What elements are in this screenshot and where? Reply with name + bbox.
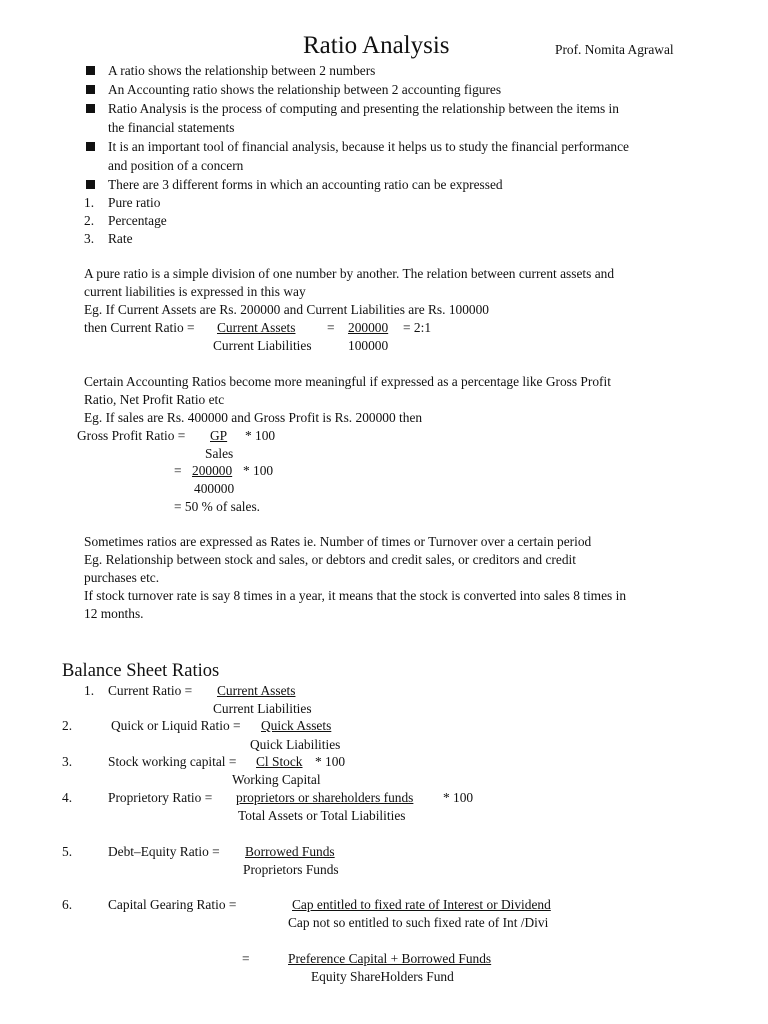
ratio-label: Debt–Equity Ratio = [108,844,220,859]
bullet-text: Ratio Analysis is the process of computing and presenting the relationship between the items in [108,101,619,116]
bullet-text: There are 3 different forms in which an accounting ratio can be expressed [108,177,503,192]
list-item: Percentage [108,213,167,228]
ratio-number: 4. [62,790,73,805]
ratio-multiplier: * 100 [315,754,346,769]
author-name: Prof. Nomita Agrawal [555,42,674,57]
bullet-square-icon [86,142,95,151]
formula-result: = 2:1 [403,320,432,335]
ratio-number: 5. [62,844,73,859]
paragraph-line: Sometimes ratios are expressed as Rates ie. Number of times or Turnover over a certain period [84,534,592,549]
paragraph-line: If stock turnover rate is say 8 times in a year, it means that the stock is converted into sales 8 times in [84,588,627,603]
ratio-number: 6. [62,897,73,912]
paragraph-line: Eg. If sales are Rs. 400000 and Gross Profit is Rs. 200000 then [84,410,423,425]
ratio-number: 2. [62,718,73,733]
ratio-denominator: Total Assets or Total Liabilities [238,808,406,823]
ratio-numerator: proprietors or shareholders funds [236,790,414,805]
paragraph-line: A pure ratio is a simple division of one number by another. The relation between current assets and [84,266,615,281]
paragraph-line: 12 months. [84,606,144,621]
formula-numerator: Current Assets [217,320,296,335]
list-item: Pure ratio [108,195,161,210]
ratio-denominator: Quick Liabilities [250,737,341,752]
list-item: Rate [108,231,133,246]
ratio-numerator: Borrowed Funds [245,844,335,859]
ratio-denominator: Working Capital [232,772,321,787]
ratio-number: 3. [62,754,73,769]
bullet-square-icon [86,180,95,189]
ratio-numerator: Preference Capital + Borrowed Funds [288,951,492,966]
ratio-denominator: Current Liabilities [213,701,312,716]
bullet-text-continued: the financial statements [108,120,235,135]
ratio-denominator: Cap not so entitled to such fixed rate of Int /Divi [288,915,549,930]
formula-denominator-value: 400000 [194,481,235,496]
formula-numerator-value: 200000 [348,320,389,335]
ratio-label: Proprietory Ratio = [108,790,213,805]
formula-denominator-value: 100000 [348,338,389,353]
page-title: Ratio Analysis [303,32,450,59]
bullet-text: An Accounting ratio shows the relationship between 2 accounting figures [108,82,502,97]
formula-denominator: Sales [205,446,234,461]
paragraph-line: current liabilities is expressed in this way [84,284,306,299]
formula-result: = 50 % of sales. [174,499,261,514]
ratio-denominator: Proprietors Funds [243,862,339,877]
list-number: 2. [84,213,95,228]
formula-label: then Current Ratio = [84,320,195,335]
paragraph-line: Eg. If Current Assets are Rs. 200000 and Current Liabilities are Rs. 100000 [84,302,489,317]
ratio-label: Current Ratio = [108,683,193,698]
ratio-number: 1. [84,683,95,698]
paragraph-line: Certain Accounting Ratios become more meaningful if expressed as a percentage like Gross Profit [84,374,611,389]
bullet-square-icon [86,104,95,113]
formula-numerator: GP [210,428,228,443]
ratio-denominator: Equity ShareHolders Fund [311,969,454,984]
list-number: 1. [84,195,95,210]
bullet-square-icon [86,85,95,94]
formula-equals: = [327,320,335,335]
ratio-multiplier: * 100 [443,790,474,805]
bullet-text: A ratio shows the relationship between 2 numbers [108,63,376,78]
bullet-square-icon [86,66,95,75]
paragraph-line: purchases etc. [84,570,160,585]
formula-multiplier: * 100 [245,428,276,443]
ratio-equals: = [242,951,250,966]
list-number: 3. [84,231,95,246]
bullet-text-continued: and position of a concern [108,158,244,173]
formula-multiplier: * 100 [243,463,274,478]
ratio-numerator: Quick Assets [261,718,332,733]
ratio-numerator: Cl Stock [256,754,303,769]
ratio-label: Capital Gearing Ratio = [108,897,237,912]
section-heading: Balance Sheet Ratios [62,661,220,681]
formula-denominator: Current Liabilities [213,338,312,353]
ratio-label: Stock working capital = [108,754,237,769]
formula-label: Gross Profit Ratio = [77,428,186,443]
ratio-numerator: Cap entitled to fixed rate of Interest or Dividend [292,897,551,912]
formula-equals: = [174,463,182,478]
ratio-numerator: Current Assets [217,683,296,698]
paragraph-line: Ratio, Net Profit Ratio etc [84,392,225,407]
paragraph-line: Eg. Relationship between stock and sales, or debtors and credit sales, or creditors and credit [84,552,576,567]
ratio-label: Quick or Liquid Ratio = [111,718,241,733]
bullet-text: It is an important tool of financial analysis, because it helps us to study the financial performance [108,139,629,154]
formula-numerator-value: 200000 [192,463,233,478]
